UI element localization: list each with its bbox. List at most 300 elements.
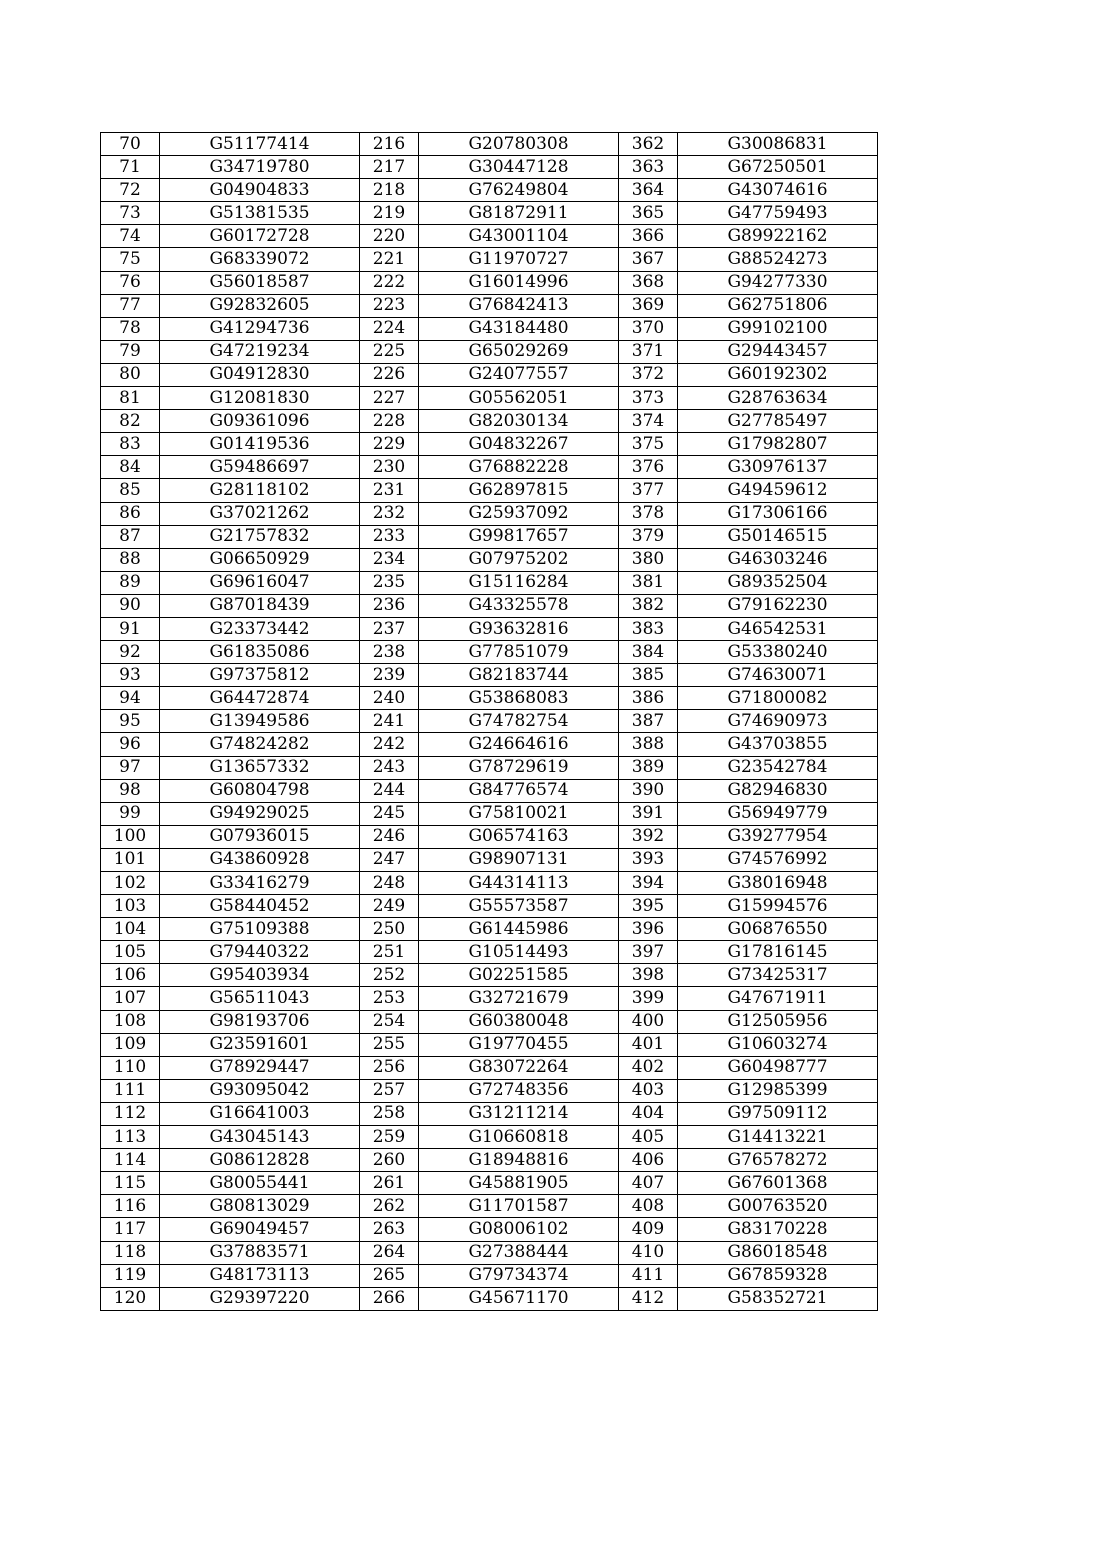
row-number-cell: 115 — [101, 1172, 160, 1195]
code-cell: G79734374 — [419, 1264, 619, 1287]
code-cell: G18948816 — [419, 1149, 619, 1172]
row-number-cell: 372 — [619, 363, 678, 386]
row-number-cell: 398 — [619, 964, 678, 987]
table-row — [101, 202, 878, 225]
code-cell: G46542531 — [678, 617, 878, 640]
row-number-cell: 247 — [360, 848, 419, 871]
code-cell: G27388444 — [419, 1241, 619, 1264]
table-row — [101, 156, 878, 179]
row-number-cell: 266 — [360, 1287, 419, 1310]
row-number-cell: 364 — [619, 179, 678, 202]
row-number-cell: 76 — [101, 271, 160, 294]
code-cell: G80813029 — [160, 1195, 360, 1218]
code-cell: G72748356 — [419, 1079, 619, 1102]
code-cell: G10603274 — [678, 1033, 878, 1056]
row-number-cell: 411 — [619, 1264, 678, 1287]
code-cell: G23542784 — [678, 756, 878, 779]
code-cell: G83072264 — [419, 1056, 619, 1079]
code-cell: G59486697 — [160, 456, 360, 479]
row-number-cell: 70 — [101, 133, 160, 156]
code-cell: G97375812 — [160, 664, 360, 687]
row-number-cell: 110 — [101, 1056, 160, 1079]
code-cell: G14413221 — [678, 1126, 878, 1149]
code-cell: G58352721 — [678, 1287, 878, 1310]
row-number-cell: 105 — [101, 941, 160, 964]
code-cell: G05562051 — [419, 387, 619, 410]
code-cell: G69616047 — [160, 571, 360, 594]
row-number-cell: 100 — [101, 825, 160, 848]
table-row — [101, 502, 878, 525]
table-row — [101, 1218, 878, 1241]
row-number-cell: 236 — [360, 594, 419, 617]
code-cell: G43184480 — [419, 317, 619, 340]
row-number-cell: 383 — [619, 617, 678, 640]
row-number-cell: 95 — [101, 710, 160, 733]
code-cell: G79162230 — [678, 594, 878, 617]
code-cell: G60380048 — [419, 1010, 619, 1033]
row-number-cell: 249 — [360, 895, 419, 918]
code-cell: G43001104 — [419, 225, 619, 248]
row-number-cell: 238 — [360, 641, 419, 664]
row-number-cell: 224 — [360, 317, 419, 340]
row-number-cell: 225 — [360, 340, 419, 363]
table-row — [101, 387, 878, 410]
code-cell: G44314113 — [419, 872, 619, 895]
code-cell: G74782754 — [419, 710, 619, 733]
table-row — [101, 1079, 878, 1102]
code-cell: G83170228 — [678, 1218, 878, 1241]
code-cell: G16641003 — [160, 1102, 360, 1125]
code-cell: G94277330 — [678, 271, 878, 294]
row-number-cell: 399 — [619, 987, 678, 1010]
code-cell: G71800082 — [678, 687, 878, 710]
table-row — [101, 133, 878, 156]
row-number-cell: 382 — [619, 594, 678, 617]
row-number-cell: 391 — [619, 802, 678, 825]
row-number-cell: 81 — [101, 387, 160, 410]
code-cell: G17816145 — [678, 941, 878, 964]
row-number-cell: 231 — [360, 479, 419, 502]
code-cell: G78729619 — [419, 756, 619, 779]
row-number-cell: 254 — [360, 1010, 419, 1033]
code-cell: G87018439 — [160, 594, 360, 617]
code-cell: G27785497 — [678, 410, 878, 433]
row-number-cell: 256 — [360, 1056, 419, 1079]
row-number-cell: 228 — [360, 410, 419, 433]
code-cell: G74824282 — [160, 733, 360, 756]
code-cell: G60172728 — [160, 225, 360, 248]
table-row — [101, 1287, 878, 1310]
code-cell: G58440452 — [160, 895, 360, 918]
row-number-cell: 365 — [619, 202, 678, 225]
code-cell: G68339072 — [160, 248, 360, 271]
table-row — [101, 525, 878, 548]
code-cell: G28763634 — [678, 387, 878, 410]
table-row — [101, 317, 878, 340]
code-cell: G95403934 — [160, 964, 360, 987]
table-row — [101, 987, 878, 1010]
row-number-cell: 96 — [101, 733, 160, 756]
code-cell: G79440322 — [160, 941, 360, 964]
row-number-cell: 222 — [360, 271, 419, 294]
row-number-cell: 101 — [101, 848, 160, 871]
table-row — [101, 225, 878, 248]
row-number-cell: 223 — [360, 294, 419, 317]
row-number-cell: 108 — [101, 1010, 160, 1033]
row-number-cell: 220 — [360, 225, 419, 248]
row-number-cell: 381 — [619, 571, 678, 594]
code-cell: G60498777 — [678, 1056, 878, 1079]
row-number-cell: 401 — [619, 1033, 678, 1056]
table-row — [101, 941, 878, 964]
code-cell: G30086831 — [678, 133, 878, 156]
row-number-cell: 119 — [101, 1264, 160, 1287]
code-cell: G47759493 — [678, 202, 878, 225]
row-number-cell: 227 — [360, 387, 419, 410]
row-number-cell: 368 — [619, 271, 678, 294]
code-cell: G51381535 — [160, 202, 360, 225]
code-cell: G67859328 — [678, 1264, 878, 1287]
row-number-cell: 265 — [360, 1264, 419, 1287]
code-cell: G61445986 — [419, 918, 619, 941]
code-cell: G69049457 — [160, 1218, 360, 1241]
row-number-cell: 87 — [101, 525, 160, 548]
code-cell: G24077557 — [419, 363, 619, 386]
row-number-cell: 83 — [101, 433, 160, 456]
code-cell: G15116284 — [419, 571, 619, 594]
table-row — [101, 848, 878, 871]
row-number-cell: 405 — [619, 1126, 678, 1149]
code-cell: G23591601 — [160, 1033, 360, 1056]
code-cell: G06876550 — [678, 918, 878, 941]
row-number-cell: 397 — [619, 941, 678, 964]
row-number-cell: 84 — [101, 456, 160, 479]
table-row — [101, 1172, 878, 1195]
code-cell: G15994576 — [678, 895, 878, 918]
row-number-cell: 363 — [619, 156, 678, 179]
code-cell: G74576992 — [678, 848, 878, 871]
table-row — [101, 617, 878, 640]
code-cell: G38016948 — [678, 872, 878, 895]
code-cell: G07975202 — [419, 548, 619, 571]
code-cell: G82183744 — [419, 664, 619, 687]
code-cell: G13949586 — [160, 710, 360, 733]
code-cell: G76249804 — [419, 179, 619, 202]
row-number-cell: 86 — [101, 502, 160, 525]
table-row — [101, 779, 878, 802]
code-cell: G04832267 — [419, 433, 619, 456]
row-number-cell: 262 — [360, 1195, 419, 1218]
table-row — [101, 340, 878, 363]
row-number-cell: 386 — [619, 687, 678, 710]
code-cell: G84776574 — [419, 779, 619, 802]
table-row — [101, 433, 878, 456]
row-number-cell: 116 — [101, 1195, 160, 1218]
table-row — [101, 479, 878, 502]
row-number-cell: 252 — [360, 964, 419, 987]
row-number-cell: 93 — [101, 664, 160, 687]
table-row — [101, 1241, 878, 1264]
code-cell: G56511043 — [160, 987, 360, 1010]
row-number-cell: 117 — [101, 1218, 160, 1241]
code-cell: G60804798 — [160, 779, 360, 802]
code-cell: G33416279 — [160, 872, 360, 895]
row-number-cell: 260 — [360, 1149, 419, 1172]
row-number-cell: 219 — [360, 202, 419, 225]
row-number-cell: 261 — [360, 1172, 419, 1195]
code-cell: G82946830 — [678, 779, 878, 802]
row-number-cell: 234 — [360, 548, 419, 571]
code-cell: G48173113 — [160, 1264, 360, 1287]
row-number-cell: 92 — [101, 641, 160, 664]
row-number-cell: 229 — [360, 433, 419, 456]
code-cell: G28118102 — [160, 479, 360, 502]
row-number-cell: 248 — [360, 872, 419, 895]
code-cell: G98907131 — [419, 848, 619, 871]
code-cell: G61835086 — [160, 641, 360, 664]
row-number-cell: 112 — [101, 1102, 160, 1125]
row-number-cell: 388 — [619, 733, 678, 756]
code-cell: G53868083 — [419, 687, 619, 710]
row-number-cell: 240 — [360, 687, 419, 710]
code-cell: G67250501 — [678, 156, 878, 179]
code-cell: G16014996 — [419, 271, 619, 294]
code-cell: G81872911 — [419, 202, 619, 225]
row-number-cell: 99 — [101, 802, 160, 825]
code-cell: G19770455 — [419, 1033, 619, 1056]
row-number-cell: 233 — [360, 525, 419, 548]
table-row — [101, 294, 878, 317]
row-number-cell: 258 — [360, 1102, 419, 1125]
row-number-cell: 259 — [360, 1126, 419, 1149]
code-cell: G98193706 — [160, 1010, 360, 1033]
code-cell: G37021262 — [160, 502, 360, 525]
code-cell: G92832605 — [160, 294, 360, 317]
code-cell: G97509112 — [678, 1102, 878, 1125]
row-number-cell: 73 — [101, 202, 160, 225]
code-cell: G43860928 — [160, 848, 360, 871]
code-cell: G46303246 — [678, 548, 878, 571]
code-cell: G17982807 — [678, 433, 878, 456]
table-row — [101, 248, 878, 271]
code-cell: G49459612 — [678, 479, 878, 502]
code-cell: G45881905 — [419, 1172, 619, 1195]
code-cell: G11701587 — [419, 1195, 619, 1218]
row-number-cell: 387 — [619, 710, 678, 733]
table-row — [101, 1033, 878, 1056]
code-cell: G99102100 — [678, 317, 878, 340]
code-cell: G76578272 — [678, 1149, 878, 1172]
table-row — [101, 271, 878, 294]
row-number-cell: 373 — [619, 387, 678, 410]
row-number-cell: 394 — [619, 872, 678, 895]
row-number-cell: 362 — [619, 133, 678, 156]
row-number-cell: 406 — [619, 1149, 678, 1172]
code-cell: G77851079 — [419, 641, 619, 664]
row-number-cell: 374 — [619, 410, 678, 433]
code-cell: G62751806 — [678, 294, 878, 317]
row-number-cell: 216 — [360, 133, 419, 156]
row-number-cell: 380 — [619, 548, 678, 571]
code-cell: G89352504 — [678, 571, 878, 594]
code-cell: G53380240 — [678, 641, 878, 664]
code-cell: G21757832 — [160, 525, 360, 548]
row-number-cell: 74 — [101, 225, 160, 248]
code-cell: G93632816 — [419, 617, 619, 640]
code-cell: G43703855 — [678, 733, 878, 756]
row-number-cell: 264 — [360, 1241, 419, 1264]
code-cell: G25937092 — [419, 502, 619, 525]
row-number-cell: 245 — [360, 802, 419, 825]
row-number-cell: 393 — [619, 848, 678, 871]
row-number-cell: 218 — [360, 179, 419, 202]
code-cell: G01419536 — [160, 433, 360, 456]
code-cell: G56018587 — [160, 271, 360, 294]
row-number-cell: 250 — [360, 918, 419, 941]
table-row — [101, 1102, 878, 1125]
row-number-cell: 97 — [101, 756, 160, 779]
table-row — [101, 363, 878, 386]
code-cell: G47671911 — [678, 987, 878, 1010]
code-cell: G10660818 — [419, 1126, 619, 1149]
row-number-cell: 378 — [619, 502, 678, 525]
row-number-cell: 376 — [619, 456, 678, 479]
code-cell: G99817657 — [419, 525, 619, 548]
row-number-cell: 410 — [619, 1241, 678, 1264]
code-cell: G51177414 — [160, 133, 360, 156]
code-cell: G67601368 — [678, 1172, 878, 1195]
table-body — [101, 133, 878, 1311]
code-cell: G30976137 — [678, 456, 878, 479]
row-number-cell: 114 — [101, 1149, 160, 1172]
row-number-cell: 384 — [619, 641, 678, 664]
row-number-cell: 94 — [101, 687, 160, 710]
row-number-cell: 367 — [619, 248, 678, 271]
row-number-cell: 102 — [101, 872, 160, 895]
code-cell: G45671170 — [419, 1287, 619, 1310]
row-number-cell: 103 — [101, 895, 160, 918]
code-cell: G89922162 — [678, 225, 878, 248]
code-cell: G76882228 — [419, 456, 619, 479]
code-cell: G62897815 — [419, 479, 619, 502]
code-cell: G12985399 — [678, 1079, 878, 1102]
table-row — [101, 918, 878, 941]
code-cell: G08006102 — [419, 1218, 619, 1241]
row-number-cell: 104 — [101, 918, 160, 941]
row-number-cell: 407 — [619, 1172, 678, 1195]
code-cell: G32721679 — [419, 987, 619, 1010]
code-cell: G17306166 — [678, 502, 878, 525]
code-cell: G43074616 — [678, 179, 878, 202]
row-number-cell: 241 — [360, 710, 419, 733]
table-row — [101, 733, 878, 756]
code-cell: G02251585 — [419, 964, 619, 987]
table-row — [101, 456, 878, 479]
table-row — [101, 664, 878, 687]
code-cell: G30447128 — [419, 156, 619, 179]
code-cell: G31211214 — [419, 1102, 619, 1125]
code-cell: G60192302 — [678, 363, 878, 386]
row-number-cell: 118 — [101, 1241, 160, 1264]
table-row — [101, 1264, 878, 1287]
code-cell: G08612828 — [160, 1149, 360, 1172]
row-number-cell: 404 — [619, 1102, 678, 1125]
table-row — [101, 1149, 878, 1172]
table-row — [101, 1195, 878, 1218]
row-number-cell: 246 — [360, 825, 419, 848]
code-cell: G56949779 — [678, 802, 878, 825]
row-number-cell: 107 — [101, 987, 160, 1010]
row-number-cell: 89 — [101, 571, 160, 594]
table-row — [101, 179, 878, 202]
table-row — [101, 710, 878, 733]
code-cell: G74690973 — [678, 710, 878, 733]
row-number-cell: 370 — [619, 317, 678, 340]
code-cell: G93095042 — [160, 1079, 360, 1102]
row-number-cell: 412 — [619, 1287, 678, 1310]
row-number-cell: 409 — [619, 1218, 678, 1241]
code-cell: G94929025 — [160, 802, 360, 825]
code-cell: G55573587 — [419, 895, 619, 918]
row-number-cell: 253 — [360, 987, 419, 1010]
row-number-cell: 243 — [360, 756, 419, 779]
row-number-cell: 72 — [101, 179, 160, 202]
row-number-cell: 379 — [619, 525, 678, 548]
code-cell: G06650929 — [160, 548, 360, 571]
row-number-cell: 244 — [360, 779, 419, 802]
code-cell: G78929447 — [160, 1056, 360, 1079]
code-cell: G11970727 — [419, 248, 619, 271]
code-cell: G09361096 — [160, 410, 360, 433]
table-row — [101, 571, 878, 594]
code-cell: G76842413 — [419, 294, 619, 317]
row-number-cell: 400 — [619, 1010, 678, 1033]
code-cell: G65029269 — [419, 340, 619, 363]
row-number-cell: 78 — [101, 317, 160, 340]
row-number-cell: 366 — [619, 225, 678, 248]
row-number-cell: 251 — [360, 941, 419, 964]
table-row — [101, 872, 878, 895]
code-cell: G88524273 — [678, 248, 878, 271]
table-row — [101, 802, 878, 825]
code-cell: G07936015 — [160, 825, 360, 848]
code-cell: G29443457 — [678, 340, 878, 363]
row-number-cell: 395 — [619, 895, 678, 918]
code-cell: G12505956 — [678, 1010, 878, 1033]
row-number-cell: 232 — [360, 502, 419, 525]
code-cell: G10514493 — [419, 941, 619, 964]
code-cell: G34719780 — [160, 156, 360, 179]
row-number-cell: 392 — [619, 825, 678, 848]
code-cell: G43325578 — [419, 594, 619, 617]
code-cell: G43045143 — [160, 1126, 360, 1149]
row-number-cell: 226 — [360, 363, 419, 386]
table-row — [101, 1056, 878, 1079]
code-cell: G86018548 — [678, 1241, 878, 1264]
row-number-cell: 75 — [101, 248, 160, 271]
row-number-cell: 408 — [619, 1195, 678, 1218]
row-number-cell: 71 — [101, 156, 160, 179]
row-number-cell: 390 — [619, 779, 678, 802]
row-number-cell: 82 — [101, 410, 160, 433]
table-row — [101, 964, 878, 987]
row-number-cell: 120 — [101, 1287, 160, 1310]
row-number-cell: 91 — [101, 617, 160, 640]
code-cell: G75810021 — [419, 802, 619, 825]
code-cell: G24664616 — [419, 733, 619, 756]
row-number-cell: 377 — [619, 479, 678, 502]
row-number-cell: 77 — [101, 294, 160, 317]
